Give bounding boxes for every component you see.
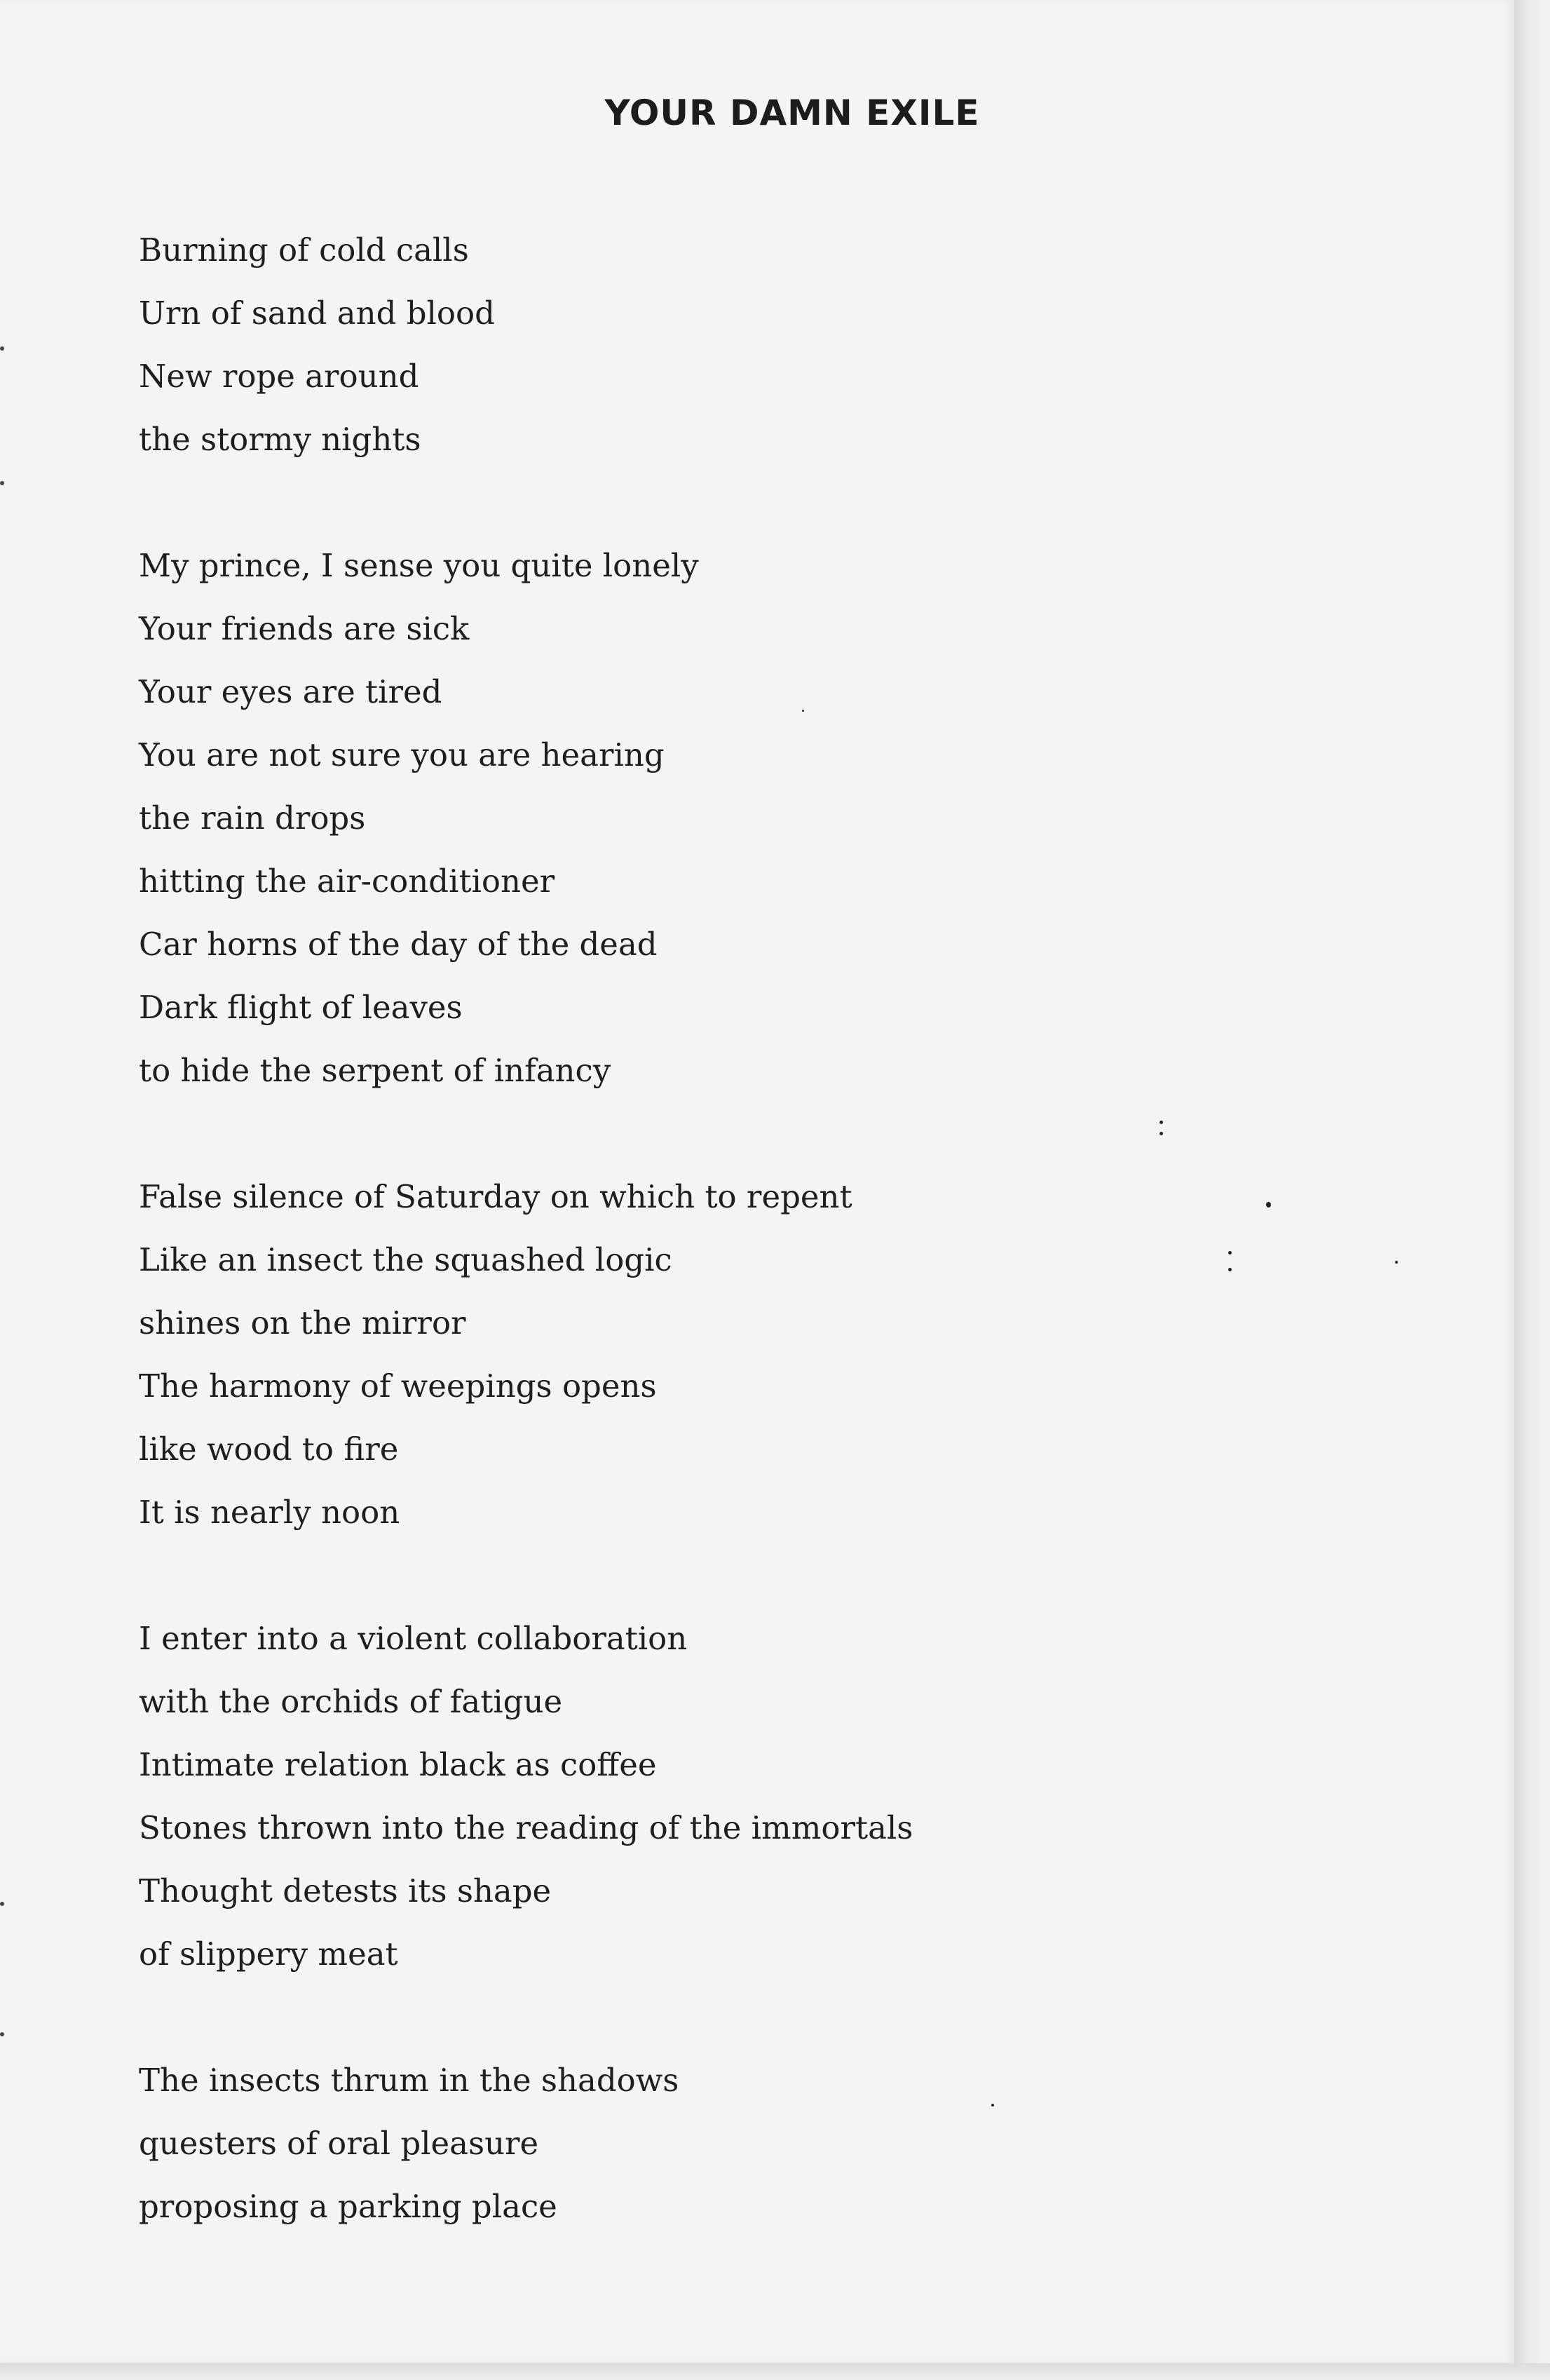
speck [1160,1121,1163,1124]
page-edge [1514,0,1550,2380]
poem-line: Your eyes are tired [139,673,442,710]
speck [1395,1261,1398,1264]
poem-line: Stones thrown into the reading of the immortals [139,1809,913,1846]
poem-line: like wood to fire [139,1431,399,1468]
speck [802,710,804,712]
stanza-3 [139,1165,913,1544]
stanza-5 [139,2049,913,2238]
poem-line: I enter into a violent collaboration [139,1620,688,1657]
poem-line: questers of oral pleasure [139,2125,539,2162]
margin-mark [0,1902,4,1906]
stanza-1 [139,219,913,471]
poem-line: It is nearly noon [139,1494,400,1531]
poem-line: proposing a parking place [139,2188,557,2225]
poem-line: Like an insect the squashed logic [139,1241,672,1278]
speck [1266,1202,1271,1208]
stanza-2 [139,534,913,1102]
speck [991,2104,994,2107]
speck [1160,1132,1163,1135]
poem-line: of slippery meat [139,1935,398,1973]
page-bottom-edge [0,2363,1550,2380]
poem-line: to hide the serpent of infancy [139,1052,611,1089]
poem-title: YOUR DAMN EXILE [604,93,980,133]
margin-mark [0,346,4,351]
margin-mark [0,481,4,485]
poem-line: Thought detests its shape [139,1872,552,1909]
poem-line: with the orchids of fatigue [139,1683,563,1720]
poem-line: hitting the air-conditioner [139,863,555,900]
poem-line: shines on the mirror [139,1304,466,1341]
poem-line: The insects thrum in the shadows [139,2062,679,2099]
poem-line: My prince, I sense you quite lonely [139,547,699,584]
poem-line: New rope around [139,358,419,395]
poem-line: You are not sure you are hearing [139,736,665,773]
poem-line: the stormy nights [139,421,421,458]
stanza-4 [139,1607,913,1986]
margin-mark [0,2032,4,2036]
speck [1228,1251,1232,1255]
poem-line: Your friends are sick [139,610,470,647]
poem-line: False silence of Saturday on which to repent [139,1178,852,1215]
poem-line: Intimate relation black as coffee [139,1746,657,1783]
poem-line: Dark flight of leaves [139,989,463,1026]
poem-line: Urn of sand and blood [139,295,495,332]
poem-line: Burning of cold calls [139,231,469,269]
poem-line: The harmony of weepings opens [139,1367,657,1405]
poem-body [139,219,913,2301]
speck [1228,1268,1232,1271]
poem-line: the rain drops [139,799,366,837]
poem-line: Car horns of the day of the dead [139,926,658,963]
